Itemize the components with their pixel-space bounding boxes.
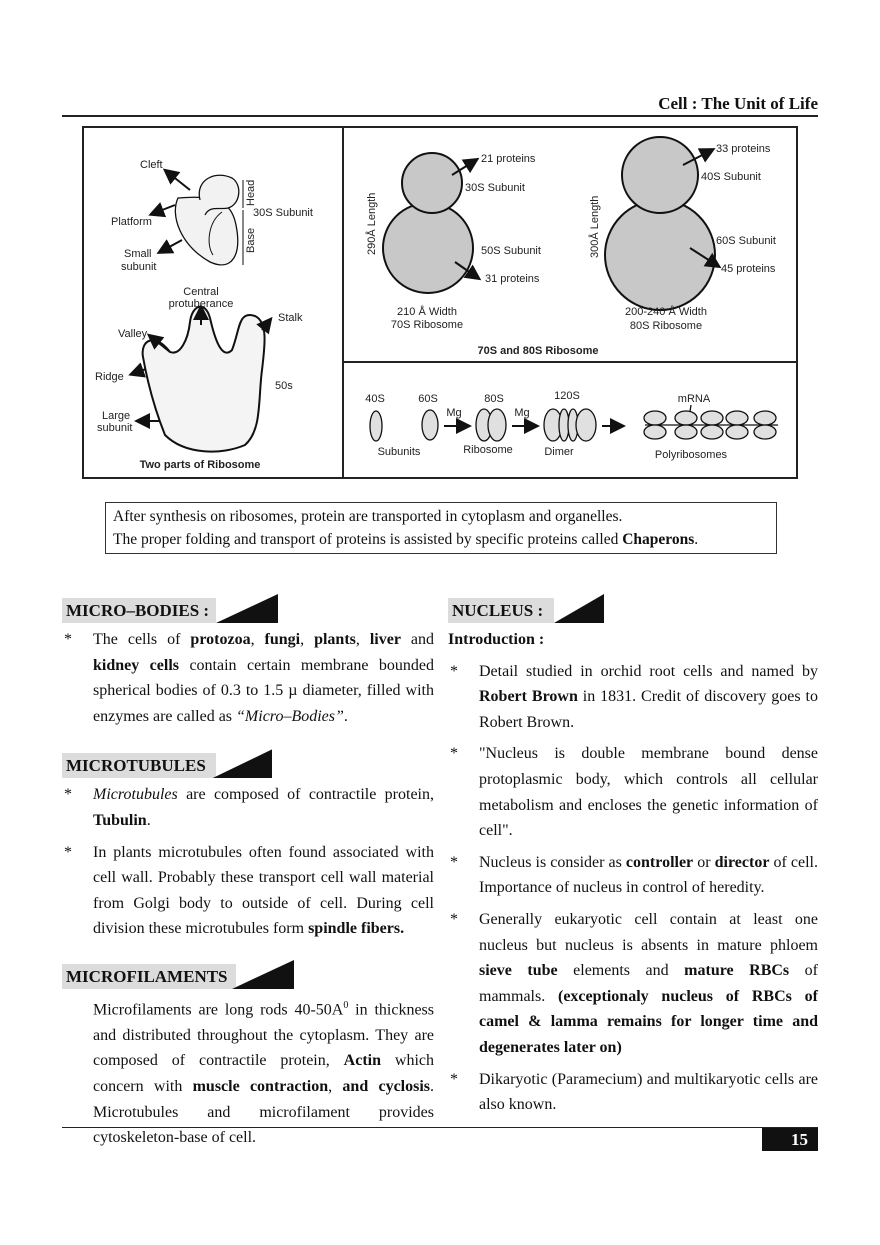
text-segment: mature RBCs [684, 962, 790, 980]
heading-nucleus: NUCLEUS : [448, 598, 554, 623]
label-mg-2: Mg [514, 407, 530, 419]
label-small: Small [124, 248, 152, 260]
text-segment: Tubulin [93, 811, 147, 829]
text-segment: , [355, 631, 370, 648]
label-r80-40s: 40S Subunit [701, 171, 761, 183]
ribosome-80s-drawing [605, 137, 718, 310]
text-segment: Chaperons [622, 531, 695, 548]
label-45-proteins: 45 proteins [721, 263, 776, 275]
text-segment: Generally eukaryotic cell contain at least one nucleus but nucleus is absents in mature phloem [479, 910, 818, 954]
heading-triangle [216, 594, 278, 623]
label-base: Base [245, 227, 257, 253]
section-nucleus-heading [448, 594, 818, 621]
text-segment: . [146, 811, 151, 829]
text-segment: After synthesis on ribosomes, protein are transported in cytoplasm and organelles. [113, 508, 623, 525]
label-200-240-width: 200-240 Å Width [625, 306, 707, 318]
bullet-star: * [450, 853, 458, 871]
label-50s: 50s [275, 380, 293, 392]
label-ribosome: Ribosome [463, 444, 513, 456]
bullet-star: * [64, 843, 72, 861]
text-segment: “Micro–Bodies” [236, 707, 344, 725]
label-70s-ribosome: 70S Ribosome [390, 319, 464, 331]
footer-rule [62, 1127, 818, 1128]
heading-microtubules: MICROTUBULES [62, 753, 216, 778]
section-micro-bodies-heading [62, 594, 434, 621]
text-segment: controller [625, 853, 694, 871]
label-80s-ribosome: 80S Ribosome [629, 320, 703, 332]
text-segment: protozoa [190, 631, 251, 648]
text-segment: 0 [343, 999, 349, 1011]
text-segment: of mammals. [479, 962, 819, 1005]
text-segment: sieve tube [479, 962, 558, 980]
text-segment: Robert Brown [479, 688, 578, 706]
ribosome-70s-drawing [383, 153, 478, 293]
polyribosome-unit [754, 425, 776, 439]
note-line-1 [113, 505, 769, 528]
label-33-proteins: 33 proteins [716, 143, 771, 155]
text-segment: elements and [557, 962, 685, 980]
polyribosome-unit [644, 425, 666, 439]
text-segment: muscle contraction [192, 1078, 329, 1096]
polyribosome-unit [701, 425, 723, 439]
text-segment: contain certain membrane bounded spherical bodies of 0.3 to 1.5 µ diameter, filled with enzymes are called as [93, 656, 434, 725]
label-polyribosomes: Polyribosomes [654, 449, 728, 461]
ribosome-assembly-drawing [370, 405, 778, 441]
bullet-item [62, 782, 434, 833]
bullet-item [448, 907, 818, 1061]
heading-microfilaments: MICROFILAMENTS [62, 964, 236, 989]
label-dimer: Dimer [544, 446, 574, 458]
text-segment: Microtubules [93, 786, 178, 804]
header-rule [62, 115, 818, 117]
bullet-star: * [64, 786, 72, 804]
heading-triangle [212, 749, 272, 778]
bullet-item [448, 850, 818, 901]
label-ridge: Ridge [95, 371, 124, 383]
polyribosome-unit [675, 411, 697, 425]
label-r70-50s: 50S Subunit [481, 245, 541, 257]
bullet-item [62, 840, 434, 942]
label-80s: 80S [484, 393, 504, 405]
text-segment: , [250, 631, 265, 648]
text-segment: kidney cells [93, 656, 179, 674]
bullet-item [62, 627, 434, 729]
label-subunits: Subunits [377, 446, 421, 458]
text-segment: which concern with [93, 1052, 434, 1096]
label-valley: Valley [118, 328, 148, 340]
label-21-proteins: 21 proteins [481, 153, 536, 165]
text-segment: in 1831. Credit of discovery goes to Robert Brown. [479, 688, 818, 731]
label-31-proteins: 31 proteins [485, 273, 540, 285]
text-segment: plants [314, 631, 356, 648]
heading-triangle [554, 594, 604, 623]
text-segment: in thickness and distributed throughout the cytoplasm. They are composed of contractile protein, [93, 1001, 434, 1070]
running-title: Cell : The Unit of Life [658, 94, 818, 113]
label-stalk: Stalk [278, 312, 303, 324]
text-segment: or [693, 853, 715, 871]
ribosome-figure [82, 126, 798, 479]
label-r70-30s: 30S Subunit [465, 182, 525, 194]
text-segment: . [343, 707, 348, 725]
text-segment: , [300, 631, 315, 648]
introduction-subheading: Introduction : [448, 631, 545, 648]
label-subunit: subunit [121, 261, 157, 273]
label-head: Head [245, 179, 257, 206]
bullet-star: * [450, 745, 458, 763]
text-segment: . Microtubules and microfilament provides cytoskeleton-base of cell. [93, 1078, 435, 1147]
label-platform: Platform [111, 216, 152, 228]
text-segment: Nucleus is consider as [479, 853, 626, 871]
text-segment: . [694, 531, 699, 548]
label-300-length: 300Å Length [589, 195, 601, 258]
polyribosome-unit [726, 411, 748, 425]
text-segment: The cells of [93, 631, 191, 648]
caption-70s-80s: 70S and 80S Ribosome [477, 345, 599, 357]
polyribosome-unit [675, 425, 697, 439]
label-large: Large [102, 410, 131, 422]
text-segment: Dikaryotic (Paramecium) and multikaryotic cells are also known. [479, 1070, 818, 1114]
heading-triangle [232, 960, 294, 989]
polyribosome-unit [754, 411, 776, 425]
label-central: Central [183, 286, 219, 298]
label-290-length: 290Å Length [366, 192, 378, 255]
caption-two-parts: Two parts of Ribosome [139, 459, 261, 471]
label-210-width: 210 Å Width [397, 306, 457, 318]
label-120s: 120S [554, 390, 580, 402]
bullet-star: * [450, 910, 458, 928]
text-segment: and cyclosis [342, 1078, 431, 1096]
section-microtubules-heading [62, 749, 434, 776]
bullet-item [448, 741, 818, 843]
text-segment: and [400, 631, 435, 648]
polyribosome-unit [701, 411, 723, 425]
large-subunit-drawing [132, 307, 270, 452]
label-cleft: Cleft [140, 159, 163, 171]
page-number: 15 [762, 1128, 818, 1151]
text-segment: "Nucleus is double membrane bound dense protoplasmic body, which controls all cellular metabolism and encloses the genetic information of cell". [479, 745, 818, 840]
label-60s: 60S [418, 393, 438, 405]
text-segment: The proper folding and transport of proteins is assisted by specific proteins called [113, 531, 623, 548]
text-segment: In plants microtubules often found associated with cell wall. Probably these transport cell wall material from Golgi body to outside of cell. During cell division these microtubules form [93, 843, 434, 938]
label-r80-60s: 60S Subunit [716, 235, 776, 247]
text-segment: Microfilaments are long rods 40-50A [93, 1001, 344, 1019]
text-segment: Detail studied in orchid root cells and named by [479, 662, 818, 680]
text-segment: spindle fibers. [308, 920, 405, 938]
text-segment: director [714, 853, 770, 871]
label-protuberance: protuberance [168, 298, 234, 310]
text-segment: , [328, 1078, 343, 1096]
text-segment: (exceptionaly nucleus of RBCs of camel & lamma remains for longer time and degenerates later on) [479, 987, 818, 1056]
label-40s: 40S [365, 393, 385, 405]
label-mg-1: Mg [446, 407, 462, 419]
bullet-star: * [450, 1070, 458, 1088]
text-segment: fungi [264, 631, 301, 648]
left-column [62, 594, 434, 1151]
bullet-star: * [64, 631, 72, 648]
right-column [448, 594, 818, 1124]
text-segment: liver [369, 631, 401, 648]
bullet-item [448, 1067, 818, 1118]
heading-micro-bodies: MICRO–BODIES : [62, 598, 216, 623]
bullet-star: * [450, 662, 458, 680]
polyribosome-unit [644, 411, 666, 425]
section-microfilaments-heading [62, 960, 434, 987]
label-30s-subunit: 30S Subunit [253, 207, 313, 219]
polyribosome-unit [726, 425, 748, 439]
small-subunit-drawing [152, 171, 243, 265]
chaperons-note [105, 502, 777, 554]
label-mrna: mRNA [677, 393, 711, 405]
text-segment: are composed of contractile protein, [177, 786, 434, 804]
text-segment: Actin [343, 1052, 381, 1070]
note-line-2 [113, 528, 769, 551]
label-large-subunit: subunit [97, 422, 133, 434]
text-segment: of cell. Importance of nucleus in control of heredity. [479, 853, 819, 897]
bullet-item [448, 659, 818, 736]
